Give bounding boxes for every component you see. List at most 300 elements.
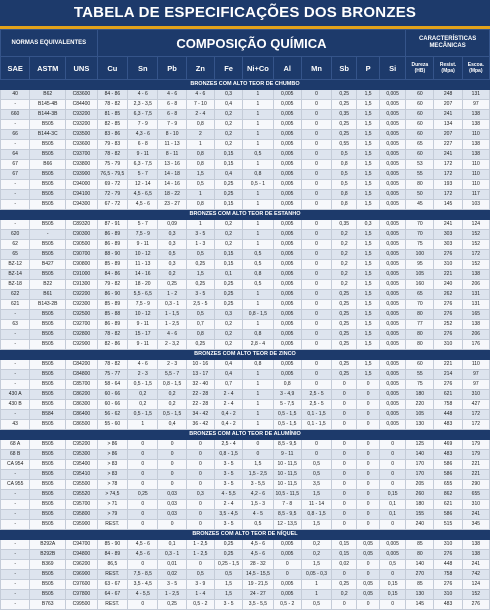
table-cell: B292B [30,550,66,560]
table-row [1,120,490,130]
table-cell: 0,35 [332,110,357,120]
table-cell: 0,005 [380,380,406,390]
table-cell: - [1,520,30,530]
table-cell: 1,5 [357,170,380,180]
table-cell: 0 [273,570,301,580]
table-cell: 0,005 [273,370,301,380]
table-cell: 0 [301,280,331,290]
table-cell: 0,8 [243,330,273,340]
table-cell: 172 [462,410,489,420]
table-cell: 4,5 - 6 [128,200,158,210]
table-cell: BZ-12 [1,260,30,270]
table-cell: 1,5 [357,190,380,200]
table-cell: C92500 [66,310,98,320]
section-header-row [1,530,490,540]
table-cell: 0,005 [273,130,301,140]
table-cell: 0,4 - 2 [214,420,242,430]
table-cell: - [1,190,30,200]
table-cell: 55 [406,370,434,380]
table-cell: 176 [462,340,489,350]
table-cell: 1 [243,410,273,420]
table-cell: 220 [406,400,434,410]
table-cell: 0,5 [332,150,357,160]
table-cell: 310 [462,390,489,400]
table-cell: 6,3 - 7,5 [128,110,158,120]
table-cell: B505 [30,320,66,330]
table-cell: 4 - 6 [186,90,214,100]
table-cell: 0,005 [380,420,406,430]
table-cell: B505 [30,480,66,490]
table-cell: 0,005 [380,130,406,140]
table-cell: 81 - 85 [97,110,127,120]
table-cell: 0,25 [214,290,242,300]
table-cell: 483 [434,420,462,430]
table-row [1,520,490,530]
table-cell: 87 - 91 [97,220,127,230]
table-cell: 0 [301,340,331,350]
table-cell: 0,25 [214,550,242,560]
table-cell: 0 [186,480,214,490]
section-header-row [1,350,490,360]
table-cell: 0 [273,560,301,570]
table-cell: 742 [462,570,489,580]
table-cell: 7 - 10 [186,100,214,110]
table-cell: 0,005 [380,330,406,340]
table-cell: 85 - 90 [97,540,127,550]
table-cell: 0,25 [128,490,158,500]
table-cell: 53 [406,160,434,170]
table-cell: 0,5 - 1,5 [158,410,186,420]
table-cell: 0,005 [273,160,301,170]
table-row [1,410,490,420]
table-cell: 0,005 [380,360,406,370]
table-cell: 3,5 [301,480,331,490]
table-cell: C92700 [66,320,98,330]
table-cell: 0,09 [158,220,186,230]
table-cell: 0 [186,460,214,470]
table-cell: 0,2 [332,270,357,280]
table-cell: 18 - 20 [128,280,158,290]
table-cell: C93900 [66,170,98,180]
table-cell: 18 - 22 [158,190,186,200]
table-cell: B505 [30,390,66,400]
table-cell: 0,005 [380,230,406,240]
table-cell: 3 - 5 [214,460,242,470]
table-cell: 70 [406,300,434,310]
table-cell: 124 [462,580,489,590]
table-cell: 0,02 [158,570,186,580]
table-cell: 0 [357,570,380,580]
table-cell: 240 [434,280,462,290]
table-cell: 0 [357,380,380,390]
table-cell: C95400 [66,460,98,470]
table-cell: 0 [380,520,406,530]
column-header: Pb [158,57,186,80]
table-cell: 0 [301,110,331,120]
table-cell: C86500 [66,420,98,430]
table-cell: 22 - 28 [186,390,214,400]
table-cell: 0 [301,240,331,250]
table-row [1,380,490,390]
table-cell: 138 [462,140,489,150]
table-cell: 0,2 [158,270,186,280]
table-cell: 310 [434,260,462,270]
table-cell: 0,2 [332,590,357,600]
table-cell: 1 [243,130,273,140]
table-cell: 0 [301,380,331,390]
table-cell: 152 [462,590,489,600]
table-row [1,100,490,110]
table-cell: 0 [186,470,214,480]
table-cell: 1,5 [357,300,380,310]
table-cell: 0,5 [243,260,273,270]
table-cell: 19 - 21,5 [243,580,273,590]
table-row [1,360,490,370]
table-cell: C95900 [66,520,98,530]
table-cell: 0,25 [158,280,186,290]
table-cell: 0,8 [186,120,214,130]
table-cell: 88 - 90 [97,250,127,260]
table-cell: - [1,200,30,210]
table-cell: 80 [406,550,434,560]
table-cell: 1,5 [357,90,380,100]
table-cell: 1 [243,140,273,150]
table-row [1,550,490,560]
table-cell: 0,8 [243,360,273,370]
table-cell: 0 [128,500,158,510]
table-row [1,280,490,290]
table-cell: 0,2 [128,400,158,410]
table-cell: 2,5 - 5 [301,400,331,410]
table-cell: 0,3 [357,220,380,230]
table-cell: 1 - 2,5 [186,550,214,560]
table-cell: 0,005 [380,400,406,410]
table-cell: B505 [30,330,66,340]
table-cell: 0 [158,480,186,490]
table-cell: 0,4 [214,360,242,370]
table-cell: 0,25 [332,320,357,330]
table-cell: 0,8 [332,200,357,210]
table-cell: 0,2 [214,110,242,120]
table-cell: C92200 [66,290,98,300]
table-cell: 14 - 16 [158,180,186,190]
table-cell: 260 [406,490,434,500]
table-cell: 2,5 - 5 [301,390,331,400]
table-cell: 3 - 5 [214,520,242,530]
table-cell: 303 [434,240,462,250]
table-cell: 0,25 [214,540,242,550]
table-row [1,400,490,410]
table-cell: - [1,570,30,580]
table-cell: 70 [406,220,434,230]
table-row [1,320,490,330]
table-cell: C95520 [66,490,98,500]
table-cell: 82 - 85 [97,120,127,130]
table-cell: 0,8 [332,160,357,170]
table-cell: 4 - 5,5 [128,590,158,600]
table-cell: 0,5 [380,560,406,570]
table-cell: C95410 [66,470,98,480]
table-cell: 0,3 [158,260,186,270]
table-cell: 0,5 [243,250,273,260]
table-cell: 0,005 [380,390,406,400]
table-cell: 0,005 [273,320,301,330]
table-cell: 1 [243,320,273,330]
table-cell: 9 - 11 [128,340,158,350]
table-cell: 138 [462,270,489,280]
table-row [1,110,490,120]
table-cell: 0 [301,180,331,190]
table-cell: 1,5 [357,370,380,380]
table-cell: B144-3C [30,130,66,140]
table-cell: C95200 [66,440,98,450]
column-header: Resist. (Mpa) [434,57,462,80]
table-cell: 0 [128,440,158,450]
table-cell: C90700 [66,250,98,260]
table-cell: 276 [434,250,462,260]
table-row [1,240,490,250]
table-cell: 134 [434,120,462,130]
table-cell: 70 [406,230,434,240]
table-cell: 23 - 27 [158,200,186,210]
table-cell: 1 [186,140,214,150]
table-cell: 0,005 [380,340,406,350]
table-row [1,290,490,300]
table-cell: 28 - 32 [243,560,273,570]
table-cell: 0,5 [186,570,214,580]
table-cell: 0,8 [186,160,214,170]
table-cell: 4,5 - 6 [243,540,273,550]
table-cell: 0,5 [301,470,331,480]
table-cell: 0,1 - 1,5 [301,410,331,420]
table-cell: 0,8 - 1,5 [243,310,273,320]
table-cell: 221 [462,460,489,470]
table-cell: 0 [158,460,186,470]
table-cell: B505 [30,440,66,450]
table-cell: 622 [1,290,30,300]
table-cell: 448 [434,560,462,570]
table-cell: REST. [97,520,127,530]
table-row [1,390,490,400]
table-cell: 0,4 [158,420,186,430]
table-cell: C84800 [66,370,98,380]
table-cell: 0 [357,420,380,430]
table-cell: 0,15 [380,580,406,590]
table-cell: 206 [462,330,489,340]
table-cell: 1,5 [357,160,380,170]
table-cell: 0,005 [273,180,301,190]
table-cell: B505 [30,490,66,500]
table-cell: 4,5 - 6 [128,540,158,550]
table-cell: 310 [434,540,462,550]
table-cell: 0,25 [332,330,357,340]
table-cell: 1 [186,190,214,200]
table-cell: 1,5 [357,330,380,340]
table-cell: - [1,590,30,600]
table-cell: 0,2 [332,240,357,250]
table-cell: 60 [406,360,434,370]
table-cell: 290 [462,480,489,490]
table-cell: 78 - 82 [97,150,127,160]
table-cell: 110 [462,180,489,190]
table-cell: 0 [128,600,158,610]
table-cell: 11 - 13 [158,140,186,150]
table-cell: C91300 [66,280,98,290]
table-cell: > 78 [97,480,127,490]
table-cell: 124 [462,220,489,230]
table-cell: 0 [301,140,331,150]
table-cell: 1,5 [357,260,380,270]
table-cell: 0,01 [158,560,186,570]
table-cell: 0,2 [214,320,242,330]
table-cell: C86400 [66,410,98,420]
table-cell: 0 [158,440,186,450]
table-cell: 22 - 28 [186,400,214,410]
table-cell: 2 - 4 [214,500,242,510]
table-cell: 0,5 [301,600,331,610]
table-cell: 76,5 - 79,5 [97,170,127,180]
table-cell: 78 - 82 [97,100,127,110]
table-cell: 0 [332,520,357,530]
table-row [1,270,490,280]
table-cell: 152 [462,240,489,250]
table-cell: - [1,370,30,380]
table-cell: 80 [406,310,434,320]
table-cell: 0,5 [214,570,242,580]
table-cell: 3 - 4,9 [273,390,301,400]
table-cell: 105 [406,410,434,420]
table-cell: 0,005 [273,310,301,320]
table-cell: 0,8 [186,150,214,160]
table-cell: 0,005 [273,200,301,210]
table-cell: 0,5 - 2 [273,600,301,610]
table-cell: 0 [301,230,331,240]
table-cell: 0,2 [214,140,242,150]
table-cell: 4,3 - 6 [128,130,158,140]
table-cell: 152 [462,260,489,270]
table-cell: 0,03 [158,510,186,520]
table-cell: 172 [462,250,489,260]
table-cell: 4 - 6 [128,360,158,370]
table-cell: 1,5 [301,520,331,530]
page-title: TABELA DE ESPECIFICAÇÕES DOS BRONZES [0,0,490,29]
table-cell: 0 [332,490,357,500]
table-cell: 0,15 [214,250,242,260]
table-cell: 1,5 [357,230,380,240]
column-header: Sn [128,57,158,80]
table-cell: 862 [434,490,462,500]
table-cell: 0,7 [186,320,214,330]
table-cell: 483 [434,600,462,610]
table-cell: 0,2 [214,230,242,240]
table-cell: 1 [243,110,273,120]
table-cell: 0 [357,400,380,410]
table-cell: 0 [243,440,273,450]
table-cell: 9 - 11 [128,150,158,160]
table-cell: 0 [186,520,214,530]
table-cell: 0,005 [380,280,406,290]
table-cell: 10 - 11,5 [273,460,301,470]
table-cell: 1 [243,200,273,210]
table-cell: B62 [30,90,66,100]
table-cell: 7,5 - 8,5 [128,570,158,580]
table-cell: 0,1 [214,270,242,280]
table-cell: 0,05 [357,590,380,600]
table-cell: 0 [380,570,406,580]
table-cell: 0 [357,510,380,520]
table-row [1,540,490,550]
table-cell: 10,5 - 11,5 [273,490,301,500]
table-cell: - [1,410,30,420]
table-cell: 160 [406,280,434,290]
table-cell: 0,005 [380,150,406,160]
table-cell: 0,5 - 1,5 [128,410,158,420]
table-cell: 1,5 [186,270,214,280]
table-row [1,190,490,200]
table-row [1,220,490,230]
table-cell: 0 [380,480,406,490]
table-cell: 138 [462,150,489,160]
table-cell: 0 [301,320,331,330]
table-cell: 0 [158,450,186,460]
table-cell: 310 [434,590,462,600]
table-cell: 4,5 - 6 [128,550,158,560]
table-cell: 131 [462,300,489,310]
table-cell: 0,2 [214,120,242,130]
table-cell: 110 [462,160,489,170]
table-cell: 0,05 [357,540,380,550]
table-cell: - [1,550,30,560]
table-cell: > 79 [97,510,127,520]
table-cell: 170 [406,460,434,470]
table-cell: 1 [243,240,273,250]
table-cell: B505 [30,170,66,180]
table-cell: 0,3 [214,90,242,100]
table-cell: 3 - 9 [186,580,214,590]
table-cell: 0,005 [380,290,406,300]
table-cell: 67 - 72 [97,200,127,210]
table-cell: B505 [30,180,66,190]
table-cell: 138 [462,110,489,120]
table-cell: 0,005 [273,260,301,270]
table-cell: 1,5 [357,200,380,210]
table-cell: 655 [462,490,489,500]
section-title: BRONZES COM ALTO TEOR DE ZINCO [1,350,490,360]
table-cell: 0,5 - 1,5 [273,410,301,420]
table-cell: 1 [243,390,273,400]
table-cell: 0 [128,450,158,460]
table-cell: 67 [1,160,30,170]
table-cell: 1,5 [301,490,331,500]
table-cell: C90800 [66,260,98,270]
table-cell: C99500 [66,600,98,610]
table-cell: 1 - 4 [186,590,214,600]
table-cell: 0,005 [273,220,301,230]
table-cell: 85 [406,580,434,590]
table-cell: 0 [301,130,331,140]
table-cell: 0 [357,390,380,400]
table-cell: 1,5 [357,320,380,330]
table-cell: 0,15 [214,260,242,270]
table-cell: 1 - 2,5 [186,540,214,550]
table-cell: 0,8 - 1,5 [158,380,186,390]
table-cell: B505 [30,570,66,580]
table-cell: 105 [406,270,434,280]
table-cell: 5 - 7,5 [273,400,301,410]
table-cell: 0,2 [214,130,242,140]
table-row [1,310,490,320]
table-cell: 0,8 [186,200,214,210]
